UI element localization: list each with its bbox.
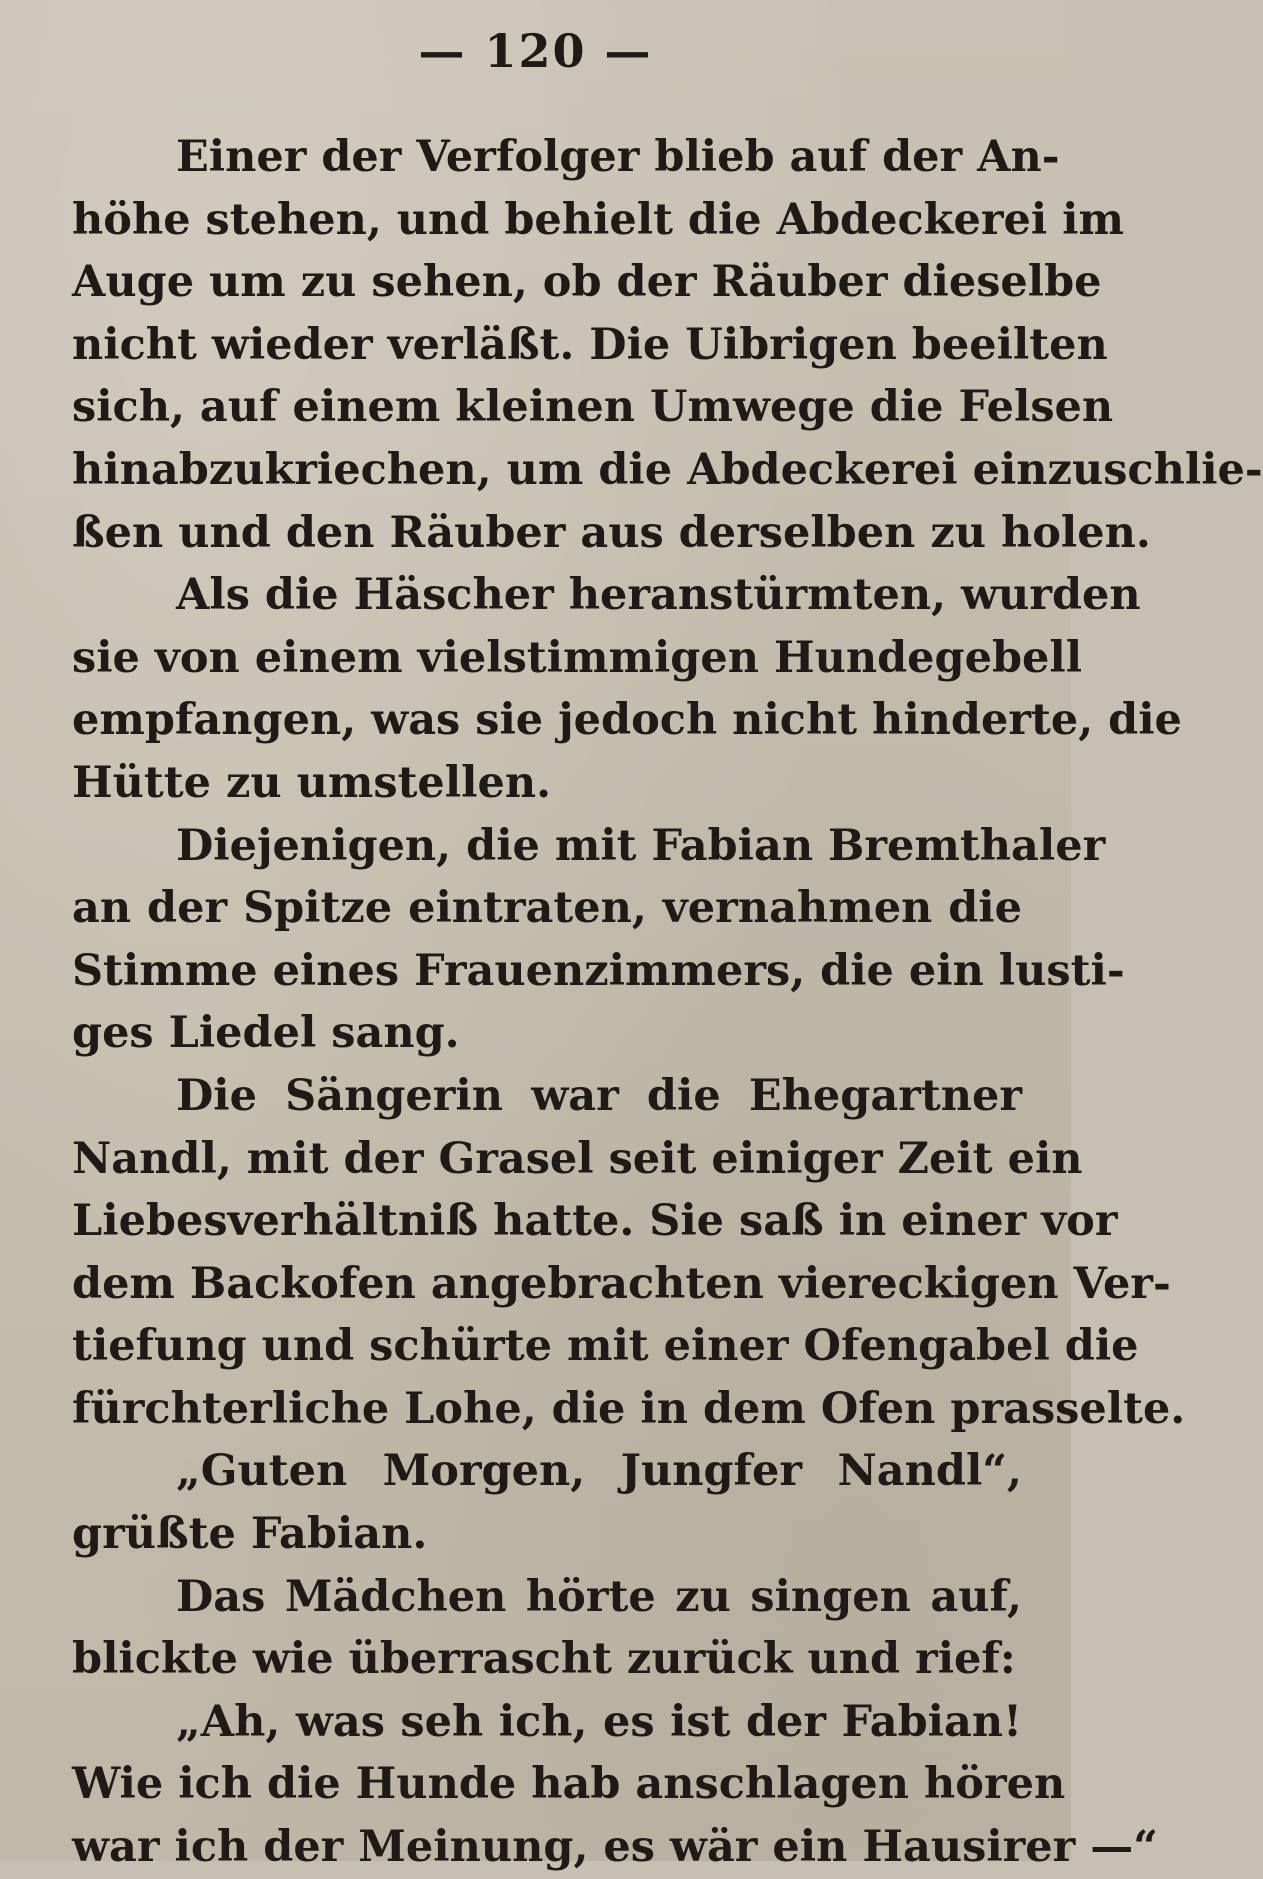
text-line: Das Mädchen hörte zu singen auf, [176, 1571, 1022, 1622]
text-line: Wie ich die Hunde hab anschlagen hören [72, 1759, 1066, 1810]
text-line: ßen und den Räuber aus derselben zu holen. [72, 507, 1151, 558]
text-line: nicht wieder verläßt. Die Uibrigen beeilten [72, 319, 1108, 370]
text-line: sie von einem vielstimmigen Hundegebell [72, 632, 1083, 683]
text-line: Stimme eines Frauenzimmers, die ein lusti- [72, 945, 1125, 996]
text-line: an der Spitze eintraten, vernahmen die [72, 883, 1022, 934]
text-line: ges Liedel sang. [72, 1008, 460, 1059]
text-line: höhe stehen, und behielt die Abdeckerei im [72, 194, 1124, 245]
page-number: — 120 — [418, 24, 653, 78]
text-line: Auge um zu sehen, ob der Räuber dieselbe [72, 257, 1102, 308]
text-line: war ich der Meinung, es wär ein Hausirer —“ [72, 1822, 1159, 1873]
text-line: dem Backofen angebrachten viereckigen Ver- [72, 1258, 1171, 1309]
text-line: sich, auf einem kleinen Umwege die Felsen [72, 382, 1114, 433]
text-line: Einer der Verfolger blieb auf der An- [176, 132, 1060, 182]
text-line: empfangen, was sie jedoch nicht hinderte, die [72, 695, 1182, 746]
text-line: tiefung und schürte mit einer Ofengabel die [72, 1321, 1139, 1372]
body-text [72, 126, 1263, 1879]
text-line: „Guten Morgen, Jungfer Nandl“, [176, 1446, 1022, 1497]
text-line: „Ah, was seh ich, es ist der Fabian! [176, 1696, 1022, 1747]
text-line: Hütte zu umstellen. [72, 757, 552, 808]
text-line: Als die Häscher heranstürmten, wurden [176, 570, 1141, 621]
text-line: Nandl, mit der Grasel seit einiger Zeit ein [72, 1133, 1083, 1184]
text-line: blickte wie überrascht zurück und rief: [72, 1634, 1016, 1685]
text-line: hinabzukriechen, um die Abdeckerei einzuschlie- [72, 444, 1263, 495]
text-line: Diejenigen, die mit Fabian Bremthaler [176, 820, 1106, 871]
text-line: fürchterliche Lohe, die in dem Ofen prasselte. [72, 1383, 1186, 1434]
text-line: Liebesverhältniß hatte. Sie saß in einer vor [72, 1196, 1118, 1247]
text-line: Die Sängerin war die Ehegartner [176, 1070, 1022, 1121]
text-line: grüßte Fabian. [72, 1509, 428, 1560]
